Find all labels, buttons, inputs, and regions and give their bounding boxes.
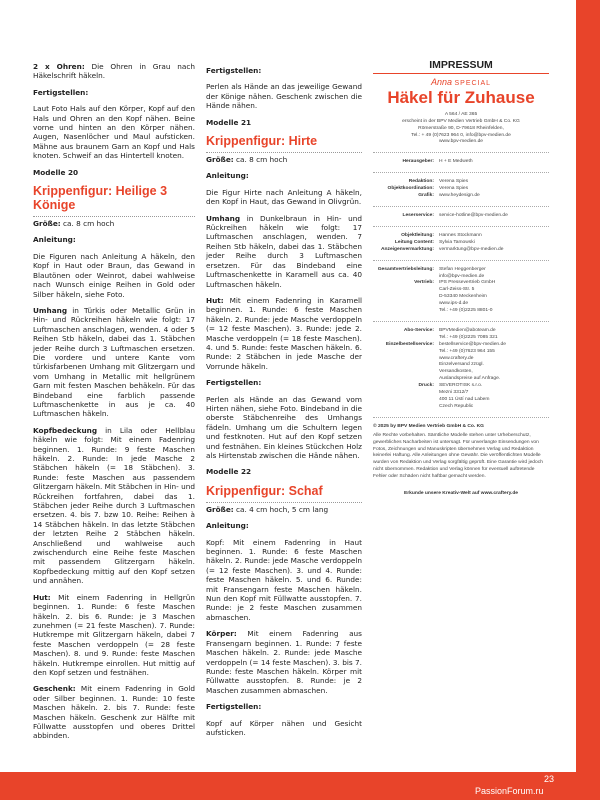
cloak-paragraph xyxy=(33,306,195,419)
headwear-label: Kopfbedeckung xyxy=(33,425,98,435)
impressum xyxy=(373,59,549,498)
publisher-line-1: A 564 / AE 365 xyxy=(444,111,478,117)
impressum-value: IPS Pressevertrieb GmbH xyxy=(439,280,496,286)
impressum-value: vermarktung@bpv-medien.de xyxy=(439,246,504,252)
body-paragraph-22 xyxy=(206,629,362,695)
impressum-key: Abo-Service: xyxy=(403,327,434,333)
impressum-value: info@bpv-medien.de xyxy=(439,273,485,279)
publisher-line-3: Römerstraße 90, D-79618 Rheinfelden, xyxy=(418,125,504,131)
finish-label-koenige: Fertigstellen: xyxy=(206,66,262,75)
headwear-paragraph xyxy=(33,426,195,586)
impressum-key: Objektleitung: xyxy=(401,232,434,238)
impressum-value: 400 11 Ústí nad Labem xyxy=(439,397,490,402)
impressum-key xyxy=(373,390,437,397)
impressum-row xyxy=(373,267,549,274)
impressum-row xyxy=(373,159,549,166)
impressum-value: Stefan Heggenberger xyxy=(439,266,486,272)
impressum-value: BPVMedien@aboteam.de xyxy=(439,327,496,333)
impressum-value: Sylvia Tamowski xyxy=(439,239,475,245)
legal-notice xyxy=(373,424,549,481)
publisher-line-2: erscheint in der BPV Medien Vertrieb GmbH & Co. KG xyxy=(402,118,520,124)
management-group xyxy=(373,233,549,254)
impressum-row xyxy=(373,193,549,200)
impressum-value: bestellservice@bpv-medien.de xyxy=(439,341,506,347)
finish-label-21: Fertigstellen: xyxy=(206,378,262,388)
special-logo-text: SPECIAL xyxy=(454,79,492,87)
hat-label-21: Hut: xyxy=(206,295,224,305)
impressum-title: IMPRESSUM xyxy=(373,62,549,74)
magazine-title: Häkel für Zuhause xyxy=(387,87,535,107)
divider xyxy=(373,417,549,418)
section-heading-hirte: Krippenfigur: Hirte xyxy=(206,134,362,153)
editor-group xyxy=(373,159,549,166)
impressum-key: Objektkoordination: xyxy=(387,186,434,192)
impressum-key: Herausgeber: xyxy=(402,159,434,165)
finish-label: Fertigstellen: xyxy=(33,87,89,97)
hat-paragraph-21 xyxy=(206,296,362,371)
ears-text: Die Ohren in Grau nach Häkelschrift häkeln. xyxy=(33,62,195,81)
cloak-label-21: Umhang xyxy=(206,213,241,223)
divider xyxy=(373,152,549,153)
impressum-row xyxy=(373,397,549,404)
impressum-row xyxy=(373,342,549,349)
finish-text-koenige: Perlen als Hände an das jeweilige Gewand der Könige nähen. Geschenk zwischen die Hände nähen. xyxy=(206,82,362,111)
gift-label: Geschenk: xyxy=(33,684,76,694)
impressum-row xyxy=(373,247,549,254)
divider xyxy=(373,226,549,227)
size-label: Größe: xyxy=(33,219,61,229)
size-label-22: Größe: xyxy=(206,504,234,514)
divider xyxy=(373,206,549,207)
impressum-key xyxy=(373,397,437,404)
size-text: ca. 8 cm hoch xyxy=(60,219,115,229)
finish-text: Laut Foto Hals auf den Körper, Kopf auf den Hals und Ohren an den Kopf nähen. Beine vorne und hinten an den Körper nähen. Augen, Nasenlöcher und Maul aufsticken. Mähne aus braunem Garn an Kopf und Hals knoten. Schweif an das Hintertell knoten. xyxy=(33,104,195,161)
impressum-row xyxy=(373,301,549,308)
anna-special-logo xyxy=(373,76,549,88)
impressum-key: Anzeigenvermarktung: xyxy=(381,246,434,252)
editorial-group xyxy=(373,179,549,200)
impressum-value: Mezni 3312/7 xyxy=(439,390,469,396)
instructions-text-22: Kopf: Mit einem Fadenring in Haut beginnen. 1. Runde: 6 feste Maschen häkeln. 2. Runde: jede Masche verdoppeln (= 12 feste Maschen). 3. und 4. Runde: feste Maschen häkeln. 5. und 6. Runde: mit Fransengarn feste Maschen häkeln. Nun den Kopf mit Füllwatte ausstopfen. 7. Runde: je 2 feste Maschen zusammen abmaschen. xyxy=(206,537,362,622)
impressum-row xyxy=(373,349,549,356)
impressum-value: H + E Medweth xyxy=(439,159,473,165)
impressum-value: Verena Spies xyxy=(439,179,469,185)
hat-text: Mit einem Fadenring in Hellgrün beginnen. 1. Runde: 6 feste Maschen häkeln. 2. bis 6. Runde: je 3 Maschen zunehmen (= 21 feste Maschen). 7. Runde: Hutkrempe mit Glitzergarn häkeln, dabei 7 feste Maschen verdoppeln (= 28 feste Maschen). 8. und 9. Runde: feste Maschen häkeln. Hutkrempe einrollen. Hut mittig auf den Kopf setzen und festnähen. xyxy=(33,592,195,677)
model-number: Modelle 20 xyxy=(33,167,79,177)
impressum-value: D-53340 Meckenheim xyxy=(439,294,487,300)
impressum-value: Hannes Stockmann xyxy=(439,232,482,238)
impressum-key: Druck: xyxy=(418,383,434,389)
impressum-key xyxy=(373,349,437,356)
impressum-value: service-hotline@bpv-medien.de xyxy=(439,212,508,218)
impressum-key xyxy=(373,356,437,363)
size-paragraph-21 xyxy=(206,155,362,164)
size-text-22: ca. 4 cm hoch, 5 cm lang xyxy=(233,504,329,514)
section-heading-schaf: Krippenfigur: Schaf xyxy=(206,484,362,503)
impressum-value: SEVEROTISK s.r.o. xyxy=(439,383,483,389)
instructions-text-21: Die Figur Hirte nach Anleitung A häkeln, den Kopf in Haut, das Gewand in Olivgrün. xyxy=(206,187,362,207)
impressum-key: Leserservice: xyxy=(402,212,434,218)
impressum-value: Tel.: +49 (0)7623 964 155 xyxy=(439,348,495,354)
impressum-value: www.heydesign.de xyxy=(439,193,480,199)
impressum-row xyxy=(373,233,549,240)
gift-paragraph xyxy=(33,684,195,740)
hat-text-21: Mit einem Fadenring in Karamell beginnen. 1. Runde: 6 feste Maschen häkeln. 2. Runde: jede Masche verdoppeln (= 12 feste Maschen). 3. Runde: jede 2. Masche verdoppeln (= 18 feste Maschen). 4. und 5. Runde: feste Maschen häkeln. 6. Runde: 2 Stäbchen in jede Masche der Vorrunde häkeln. xyxy=(206,295,362,371)
impressum-key: Leitung Content: xyxy=(394,239,434,245)
size-label-21: Größe: xyxy=(206,155,234,165)
impressum-row xyxy=(373,335,549,342)
divider xyxy=(373,321,549,322)
impressum-key xyxy=(373,362,437,369)
instructions-text: Die Figuren nach Anleitung A häkeln, den Kopf in Haut oder Braun, das Gewand in Blautönen oder Weinrot, dabei wahlweise nach Wunsch einige Reihen in Gold oder Silber häkeln, siehe Foto. xyxy=(33,251,195,299)
hat-label: Hut: xyxy=(33,592,51,602)
craftery-link[interactable]: Erkunde unsere Kreativ-Welt auf www.craftery.de xyxy=(403,491,519,497)
instructions-label: Anleitung: xyxy=(33,235,76,245)
impressum-key: Grafik: xyxy=(418,193,434,199)
legal-text: Alle Rechte vorbehalten. Sämtliche Modelle stehen unter Urheberschutz, gewerbliches Nacharbeiten ist untersagt. Für unverlangte Einsendungen von Fotos, Zeichnungen und Manuskripten übernehmen Verlag und Redaktion keinerlei Haftung. Alle Anleitungen ohne Gewähr. Die veröffentlichten Modelle wurden von Redaktion und Verlag sorgfältig geprüft. Eine Garantie wird jedoch nicht übernommen. Redaktion und Verlag können für eventuell auftretende Fehler oder Schäden nicht haftbar gemacht werden. xyxy=(373,432,543,480)
divider xyxy=(373,172,549,173)
size-text-21: ca. 8 cm hoch xyxy=(233,155,288,165)
impressum-key xyxy=(373,404,437,411)
instructions-label-22: Anleitung: xyxy=(206,521,249,531)
divider xyxy=(373,260,549,261)
publisher-line-5: www.bpv-medien.de xyxy=(438,139,484,145)
impressum-key xyxy=(373,301,437,308)
size-paragraph xyxy=(33,219,195,228)
impressum-value: www.craftery.de xyxy=(439,355,474,361)
copyright: © 2025 by BPV Medien Vertrieb GmbH & Co. KG xyxy=(373,423,484,429)
size-paragraph-22 xyxy=(206,505,362,514)
cloak-text: in Türkis oder Metallic Grün in Hin- und Rückreihen häkeln wie folgt: 17 Luftmaschen anschlagen, wenden. 4 oder 5 Reihen Stb häkeln, dabei das 1. Stäbchen jeder Reihe durch 3 Luftmaschen ersetzen. Die vordere und untere Kante vom türkisfarbenen Umhang mit Glitzergarn und vom Umhang in Metallic mit hellgrünem Garn mit festen Maschen behäkeln. Für das Bindeband eine farblich passende Luftmaschenkette in aus je ca. 40 Luftmaschen häkeln. xyxy=(33,305,195,419)
reader-service-group xyxy=(373,213,549,220)
finish-label-22: Fertigstellen: xyxy=(206,702,262,712)
site-watermark: PassionForum.ru xyxy=(475,786,544,796)
impressum-key xyxy=(373,287,437,294)
impressum-row xyxy=(373,240,549,247)
finish-text-22: Kopf auf Körper nähen und Gesicht aufsticken. xyxy=(206,718,362,737)
ears-label: 2 x Ohren: xyxy=(33,62,85,71)
instructions-label-21: Anleitung: xyxy=(206,171,249,181)
impressum-row xyxy=(373,213,549,220)
headwear-text: in Lila oder Hellblau häkeln wie folgt: Mit einem Fadenring beginnen. 1. Runde: 9 feste Maschen häkeln. 2. Runde: In jede Masche 2 Stäbchen häkeln (= 18 Stäbchen). 3. Runde: feste Maschen aus passendem Glitzergarn häkeln. Mit Stäbchen in Hin- und Rückreihen fortfahren, dabei das 1. Stäbchen jeder Reihe durch 3 Luftmaschen ersetzen. 4. bis 7. bzw 10. Reihe: Reihen à 14 Stäbchen häkeln. In das letzte Stäbchen der letzten Reihe 2 Stäbchen häkeln. Anschließend und wahlweise auch zwischendurch eine Reihe feste Maschen mit passendem Glitzergarn häkeln. Kopfbedeckung mittig auf den Kopf setzen und annähen. xyxy=(33,425,195,586)
impressum-row xyxy=(373,390,549,397)
gift-text: Mit einem Fadenring in Gold oder Silber beginnen. 1. Runde: 10 feste Maschen häkeln. 2. bis 7. Runde: feste Maschen häkeln. Geschenk zur Hälfte mit Füllwatte ausstopfen und oberes Drittel abbinden. xyxy=(33,684,195,741)
impressum-value: Tel.: +49 (0)2225 7085 321 xyxy=(439,334,498,340)
cloak-text-21: in Dunkelbraun in Hin- und Rückreihen häkeln wie folgt: 17 Luftmaschen anschlagen, wenden. 7 Reihen Stb häkeln, dabei das 1. Stäbchen jeder Reihe durch 3 Luftmaschen ersetzen. Für das Bindeband eine Luftmaschenkette in Karamell aus ca. 40 Luftmaschen häkeln. xyxy=(206,213,362,289)
impressum-value: Tel.: +49 (0)2225 8801-0 xyxy=(439,308,493,314)
column-middle xyxy=(206,66,362,744)
impressum-value: www.ips-d.de xyxy=(439,301,469,307)
ears-paragraph xyxy=(33,62,195,81)
impressum-key: Vertrieb: xyxy=(414,280,434,286)
body-label-22: Körper: xyxy=(206,629,237,639)
impressum-row xyxy=(373,308,549,315)
impressum-row xyxy=(373,404,549,411)
anna-logo-text: Anna xyxy=(430,76,452,87)
finish-text-21: Perlen als Hände an das Gewand vom Hirten nähen, siehe Foto. Bindeband in die oberste Stäbchenreihe des Umhangs fädeln. Umhang um die Schultern legen und festknoten. Hut auf den Kopf setzen und festnähen. Ein kleines Stückchen Holz als Hirtenstab zwischen die Hände nähen. xyxy=(206,394,362,460)
section-heading-koenige: Krippenfigur: Heilige 3 Könige xyxy=(33,184,195,217)
column-left xyxy=(33,62,195,748)
impressum-value: Verena Spies xyxy=(439,186,469,192)
subscription-group xyxy=(373,328,549,411)
body-text-22: Mit einem Fadenring aus Fransengarn beginnen. 1. Runde: 7 feste Maschen häkeln. 2. Runde: jede Masche verdoppeln (= 14 feste Maschen). 3. bis 7. Runde: feste Maschen häkeln. Körper mit Füllwatte ausstopfen. 8. Runde: je 2 Maschen zusammen abmaschen. xyxy=(206,629,362,695)
cloak-paragraph-21 xyxy=(206,214,362,289)
distribution-group xyxy=(373,267,549,315)
publisher-line-4: Tel.: + 49 (0)7623 964 0, info@bpv-medien.de xyxy=(411,132,511,138)
model-number-22: Modelle 22 xyxy=(206,467,252,477)
impressum-row xyxy=(373,328,549,335)
impressum-value: Versandkosten, xyxy=(439,369,473,375)
impressum-key: Gesamtvertriebsleitung: xyxy=(377,266,434,272)
impressum-value: Czech Republic xyxy=(439,403,474,409)
impressum-key xyxy=(373,294,437,301)
impressum-key xyxy=(373,308,437,315)
impressum-key: Redaktion: xyxy=(408,179,434,185)
hat-paragraph xyxy=(33,593,195,678)
impressum-key xyxy=(373,335,437,342)
impressum-value: Einzelversand zzügl. xyxy=(439,362,484,368)
cloak-label: Umhang xyxy=(33,305,68,315)
model-number-21: Modelle 21 xyxy=(206,117,252,127)
impressum-value: Auslandspreise auf Anfrage. xyxy=(439,376,501,382)
impressum-value: Carl-Zeiss-Str. 5 xyxy=(439,287,475,293)
impressum-key: Einzelbestellservice: xyxy=(385,341,434,347)
impressum-key xyxy=(373,369,437,376)
page-number: 23 xyxy=(544,774,555,784)
